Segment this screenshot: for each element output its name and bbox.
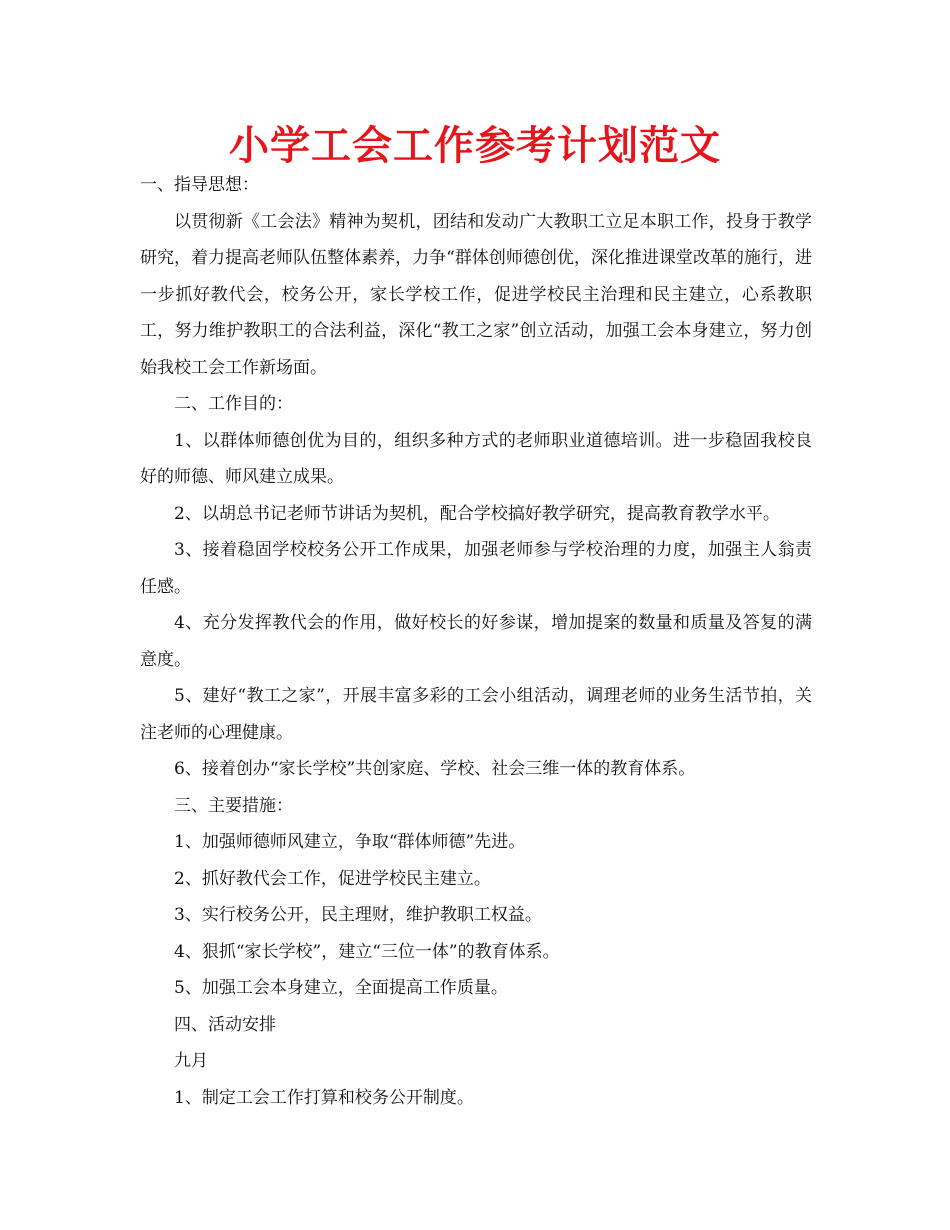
paragraph: 二、工作目的： — [174, 394, 293, 414]
paragraph: 三、主要措施： — [174, 795, 293, 816]
paragraph: 九月 — [174, 1051, 208, 1071]
document-body — [140, 167, 812, 1116]
paragraph: 3、接着稳固学校校务公开工作成果，加强老师参与学校治理的力度，加强主人翁责任感。 — [140, 540, 812, 597]
paragraph: 1、制定工会工作打算和校务公开制度。 — [174, 1087, 474, 1108]
paragraph: 6、接着创办“家长学校”共创家庭、学校、社会三维一体的教育体系。 — [174, 759, 696, 779]
paragraph: 4、充分发挥教代会的作用，做好校长的好参谋，增加提案的数量和质量及答复的满意度。 — [140, 613, 812, 670]
paragraph: 2、抓好教代会工作，促进学校民主建立。 — [174, 868, 491, 889]
paragraph: 四、活动安排 — [174, 1014, 276, 1035]
paragraph: 5、加强工会本身建立，全面提高工作质量。 — [174, 978, 508, 998]
paragraph: 以贯彻新《工会法》精神为契机，团结和发动广大教职工立足本职工作，投身于教学研究，着力提高老师队伍整体素养，力争“群体创师德创优，深化推进课堂改革的施行，进一步抓好教代会，校务公开，家长学校工作，促进学校民主治理和民主建立，心系教职工，努力维护教职工的合法利益，深化“教工之家”创立活动，加强工会本身建立，努力创始我校工会工作新场面。 — [140, 211, 812, 378]
document-title: 小学工会工作参考计划范文 — [229, 123, 721, 169]
paragraph: 3、实行校务公开，民主理财，维护教职工权益。 — [174, 905, 542, 925]
paragraph: 2、以胡总书记老师节讲话为契机，配合学校搞好教学研究，提高教育教学水平。 — [174, 503, 780, 524]
paragraph: 1、以群体师德创优为目的，组织多种方式的老师职业道德培训。进一步稳固我校良好的师德、师风建立成果。 — [140, 430, 812, 487]
paragraph: 4、狠抓“家长学校”，建立“三位一体”的教育体系。 — [174, 941, 560, 962]
paragraph: 1、加强师德师风建立，争取“群体师德”先进。 — [174, 832, 526, 852]
paragraph: 5、建好“教工之家”，开展丰富多彩的工会小组活动，调理老师的业务生活节拍，关注老师的心理健康。 — [140, 686, 812, 743]
paragraph: 一、指导思想： — [140, 175, 259, 195]
